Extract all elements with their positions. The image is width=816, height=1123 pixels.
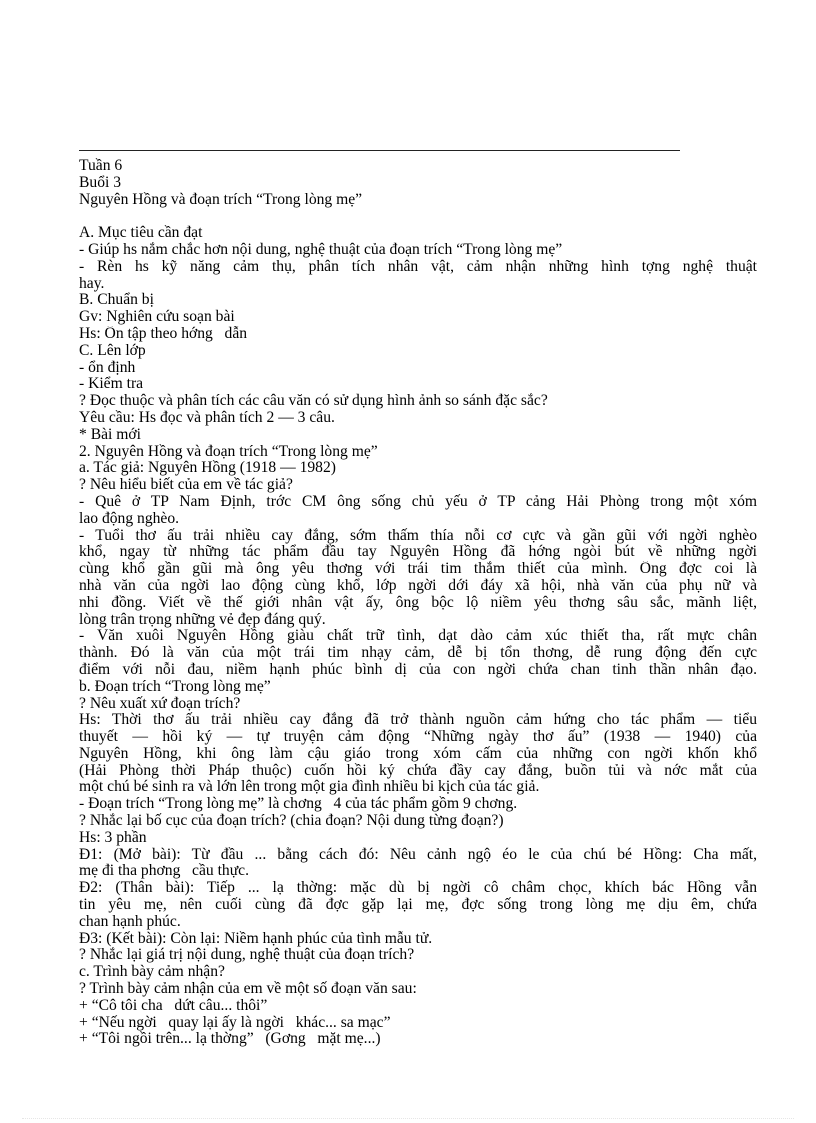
text-line: chan hạnh phúc. (79, 913, 181, 930)
text-line: thành. Đó là văn của một trái tim nhạy cảm, dễ bị tổn thơng, dễ rung động đến cực (79, 645, 757, 662)
text-line: một chú bé sinh ra và lớn lên trong một gia đình nhiều bi kịch của tác giả. (79, 779, 540, 796)
text-line: - Rèn hs kỹ năng cảm thụ, phân tích nhân vật, cảm nhận những hình tợng nghệ thuật (79, 258, 757, 275)
text-line: Hs: 3 phần (79, 829, 147, 846)
text-line: + “Cô tôi cha dứt câu... thôi” (79, 997, 268, 1014)
text-line: ? Đọc thuộc và phân tích các câu văn có sử dụng hình ảnh so sánh đặc sắc? (79, 393, 548, 410)
text-line: hay. (79, 275, 105, 292)
text-line: khổ, ngay từ những tác phẩm đầu tay Nguyên Hồng đã hớng ngòi bút về những ngời (79, 544, 757, 561)
text-line: - Văn xuôi Nguyên Hồng giàu chất trữ tình, dạt dào cảm xúc thiết tha, rất mực chân (79, 628, 757, 645)
text-line: - Tuổi thơ ấu trải nhiều cay đắng, sớm thấm thía nỗi cơ cực và gần gũi với ngời nghèo (79, 527, 757, 544)
text-line: Đ3: (Kết bài): Còn lại: Niềm hạnh phúc của tình mẫu tử. (79, 930, 433, 947)
text-line: - ổn định (79, 359, 136, 376)
text-line: mẹ đi tha phơng cầu thực. (79, 863, 249, 880)
text-line: + “Nếu ngời quay lại ấy là ngời khác... sa mạc” (79, 1014, 391, 1031)
text-line: - Đoạn trích “Trong lòng mẹ” là chơng 4 của tác phẩm gồm 9 chơng. (79, 796, 518, 813)
text-line: điểm với nỗi đau, niềm hạnh phúc bình dị của con ngời chứa chan tinh thần nhân đạo. (79, 661, 757, 678)
text-line: cùng khổ gần gũi mà ông yêu thơng với trái tim thắm thiết của mình. Ông đợc coi là (79, 561, 757, 578)
text-line: ? Nhắc lại giá trị nội dung, nghệ thuật của đoạn trích? (79, 947, 415, 964)
document-title: Nguyên Hồng và đoạn trích “Trong lòng mẹ” (79, 191, 363, 208)
text-line: lao động nghèo. (79, 510, 180, 527)
text-line: Hs: Ôn tập theo hớng dẫn (79, 325, 248, 342)
text-line: nhà văn của ngời lao động cùng khổ, lớp ngời dới đáy xã hội, nhà văn của phụ nữ và (79, 577, 757, 594)
page-bottom-divider (22, 1118, 794, 1119)
body-lines (79, 225, 757, 1048)
text-line: ? Trình bày cảm nhận của em về một số đoạn văn sau: (79, 981, 417, 998)
text-line: C. Lên lớp (79, 342, 146, 359)
text-line: b. Đoạn trích “Trong lòng mẹ” (79, 678, 271, 695)
text-line: a. Tác giả: Nguyên Hồng (1918 — 1982) (79, 460, 336, 477)
text-line: - Kiểm tra (79, 376, 144, 393)
text-line: Yêu cầu: Hs đọc và phân tích 2 — 3 câu. (79, 409, 335, 426)
text-line: Đ1: (Mở bài): Từ đầu ... bằng cách đó: Nêu cảnh ngộ éo le của chú bé Hồng: Cha mất, (79, 846, 757, 863)
text-line: Gv: Nghiên cứu soạn bài (79, 309, 235, 326)
text-line: - Quê ở TP Nam Định, trớc CM ông sống chủ yếu ở TP cảng Hải Phòng trong một xóm (79, 493, 757, 510)
text-line: thuyết — hồi ký — tự truyện cảm động “Những ngày thơ ấu” (1938 — 1940) của (79, 729, 757, 746)
text-line: Đ2: (Thân bài): Tiếp ... lạ thờng: mặc dù bị ngời cô châm chọc, khích bác Hồng vẫn (79, 880, 757, 897)
document-body (79, 158, 757, 1048)
text-line: nhi đồng. Viết về thế giới nhân vật ấy, ông bộc lộ niềm yêu thơng sâu sắc, mãnh liệt, (79, 594, 757, 611)
text-line: ? Nêu hiểu biết của em về tác giả? (79, 477, 293, 494)
text-line: ? Nêu xuất xứ đoạn trích? (79, 695, 241, 712)
text-line: B. Chuẩn bị (79, 292, 154, 309)
text-line: Hs: Thời thơ ấu trải nhiều cay đắng đã trở thành nguồn cảm hứng cho tác phẩm — tiểu (79, 712, 757, 729)
top-rule (79, 150, 680, 151)
week-label: Tuần 6 (79, 158, 123, 174)
text-line: * Bài mới (79, 426, 141, 443)
blank-line (79, 208, 757, 225)
text-line: + “Tôi ngồi trên... lạ thờng” (Gơng mặt mẹ...) (79, 1031, 381, 1048)
text-line: (Hải Phòng thời Pháp thuộc) cuốn hồi ký chứa đầy cay đắng, buồn tủi và nớc mắt của (79, 762, 757, 779)
text-line: 2. Nguyên Hồng và đoạn trích “Trong lòng mẹ” (79, 443, 378, 460)
text-line: lòng trân trọng những vẻ đẹp đáng quý. (79, 611, 326, 628)
text-line: c. Trình bày cảm nhận? (79, 964, 225, 981)
text-line: A. Mục tiêu cần đạt (79, 225, 203, 242)
session-label: Buổi 3 (79, 174, 122, 191)
text-line: tin yêu mẹ, nên cuối cùng đã đợc gặp lại mẹ, đợc sống trong lòng mẹ dịu êm, chứa (79, 897, 757, 914)
text-line: - Giúp hs nắm chắc hơn nội dung, nghệ thuật của đoạn trích “Trong lòng mẹ” (79, 241, 563, 258)
text-line: Nguyên Hồng, khi ông làm cậu giáo trong xóm cấm của những con ngời khốn khổ (79, 745, 757, 762)
text-line: ? Nhắc lại bố cục của đoạn trích? (chia đoạn? Nội dung từng đoạn?) (79, 813, 504, 830)
